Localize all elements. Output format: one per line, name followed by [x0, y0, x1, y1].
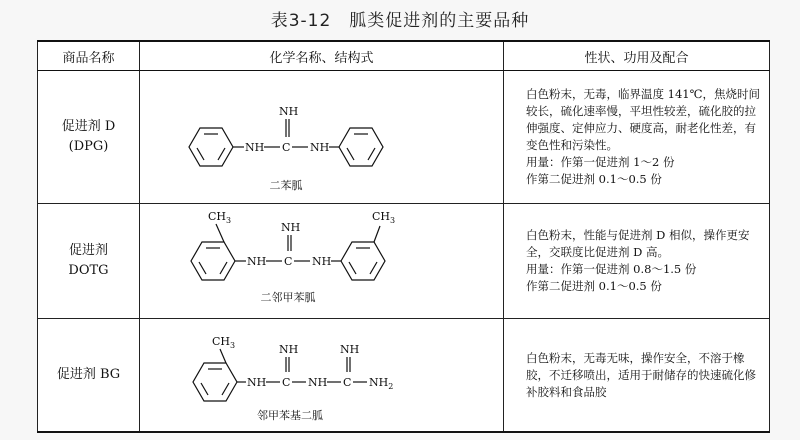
dosage-text: 作第二促进剂 0.1～0.5 份	[526, 172, 662, 186]
imine-nh-label: NH	[281, 221, 301, 234]
carbon-label: C	[282, 376, 291, 389]
structure-cell	[140, 71, 504, 204]
dosage-text: 作第二促进剂 0.1～0.5 份	[526, 279, 662, 293]
carbon-label: C	[343, 376, 352, 389]
properties-cell	[504, 319, 770, 433]
methyl-label: $CH_3$	[208, 210, 232, 225]
header-chemical-name: 化学名称、结构式	[140, 41, 504, 71]
dosage-text: 用量：作第一促进剂 0.8～1.5 份	[526, 262, 697, 276]
trade-name-line: 促进剂 D	[61, 119, 116, 134]
nh-label: NH	[310, 141, 330, 154]
dotg-structure-diagram	[140, 204, 504, 314]
header-properties: 性状、功用及配合	[504, 41, 770, 71]
methyl-label: $CH_3$	[372, 210, 396, 225]
trade-name-line: 促进剂	[68, 243, 108, 258]
bond	[220, 349, 226, 363]
nh-label: NH	[247, 376, 267, 389]
trade-name-line: (DPG)	[68, 139, 109, 154]
compound-name: 二苯胍	[269, 179, 303, 192]
header-row	[38, 41, 770, 71]
bond	[374, 226, 380, 242]
compound-name: 邻甲苯基二胍	[257, 409, 323, 422]
property-text: 白色粉末，无毒无味，操作安全，不溶于橡胶，不迁移喷出，适用于耐储存的快速硫化修补胶料和食品胶	[526, 350, 756, 399]
properties-cell	[504, 204, 770, 319]
bond	[216, 224, 224, 242]
dosage-text: 用量：作第一促进剂 1～2 份	[526, 155, 675, 169]
trade-name-line: DOTG	[68, 263, 109, 278]
imine-nh-label: NH	[279, 105, 299, 118]
methyl-label: $CH_3$	[212, 335, 236, 350]
benzene-ring-left	[191, 242, 235, 280]
nh-label: NH	[245, 141, 265, 154]
trade-name-cell	[38, 71, 140, 204]
imine-nh-label: NH	[340, 343, 360, 356]
imine-nh-label: NH	[279, 343, 299, 356]
benzene-ring-left	[189, 128, 233, 166]
structure-cell	[140, 204, 504, 319]
compound-name: 二邻甲苯胍	[260, 291, 316, 304]
dpg-structure-diagram	[140, 71, 504, 199]
table-row	[38, 71, 770, 204]
property-text: 白色粉末，无毒，临界温度 141℃，焦烧时间较长，硫化速率慢，平坦性较差，硫化胶的拉伸强度、定伸应力、硬度高，耐老化性差，有变色性和污染性。	[526, 87, 760, 152]
trade-name-cell	[38, 319, 140, 433]
nh-label: NH	[308, 376, 328, 389]
header-trade-name: 商品名称	[38, 41, 140, 71]
nh-label: NH	[247, 255, 267, 268]
structure-cell	[140, 319, 504, 433]
trade-name-line: 促进剂 BG	[56, 367, 121, 382]
table-row	[38, 204, 770, 319]
nh-label: NH	[312, 255, 332, 268]
carbon-label: C	[282, 141, 291, 154]
table-title: 表3-12 胍类促进剂的主要品种	[270, 11, 530, 31]
guanidine-accelerator-table	[37, 40, 770, 433]
bg-structure-diagram	[140, 319, 504, 427]
trade-name-cell	[38, 204, 140, 319]
benzene-ring-right	[341, 242, 385, 280]
properties-cell	[504, 71, 770, 204]
table-row	[38, 319, 770, 433]
property-text: 白色粉末，性能与促进剂 D 相似，操作更安全，交联度比促进剂 D 高。	[526, 228, 750, 259]
benzene-ring-right	[339, 128, 383, 166]
amino-label: $NH_2$	[369, 376, 394, 391]
benzene-ring	[193, 363, 237, 401]
carbon-label: C	[284, 255, 293, 268]
